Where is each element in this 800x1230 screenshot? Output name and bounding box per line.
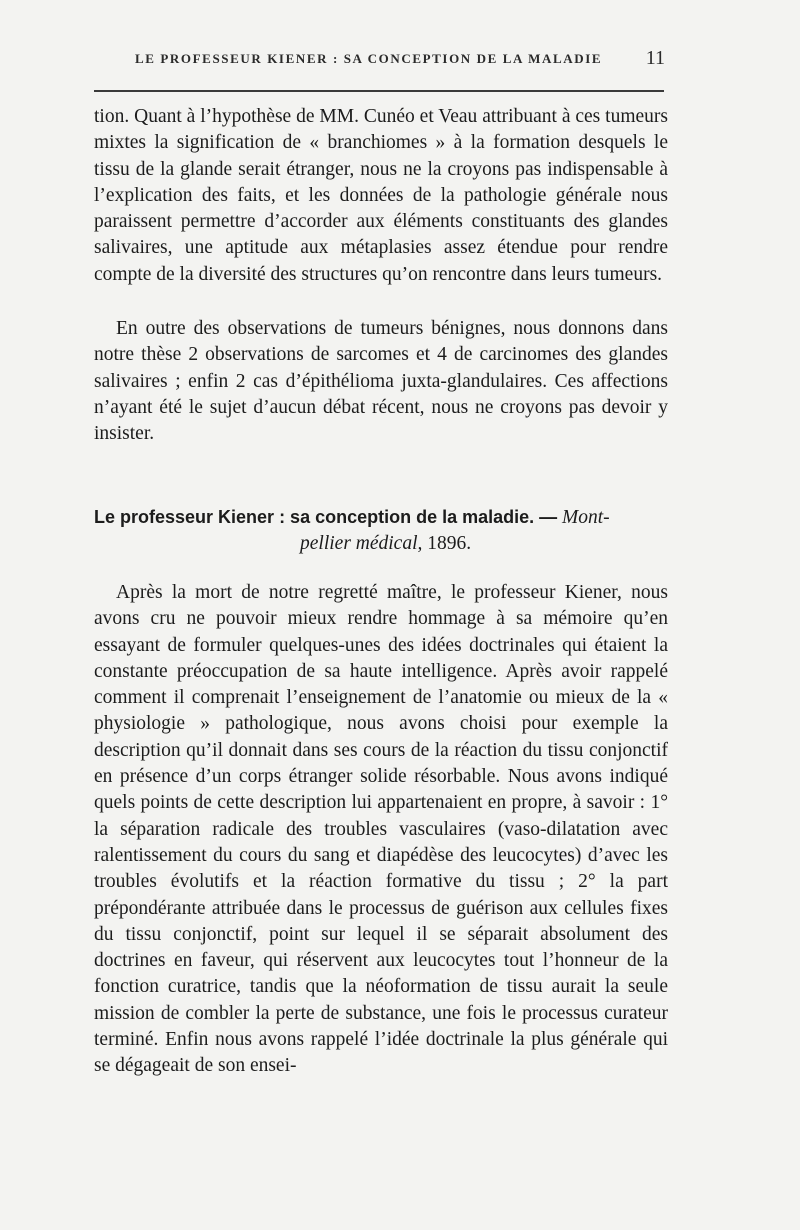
section-source-line2: [94, 531, 668, 557]
header-rule: [94, 90, 664, 92]
paragraph-continued: tion. Quant à l’hypothèse de MM. Cunéo et Veau attribuant à ces tumeurs mixtes la signification de « branchiomes » à la formation desquels le tissu de la glande serait étranger, nous ne la croyons pas indispensable à l’explication des faits, et les données de la pathologie générale nous paraissent permettre d’accorder aux éléments constituants des glandes salivaires, une aptitude aux métaplasies assez étendue pour rendre compte de la diversité des structures qu’on rencontre dans leurs tumeurs.: [94, 106, 668, 285]
page-number: 11: [645, 47, 665, 69]
running-header: [135, 47, 665, 69]
paragraph-observations: [94, 316, 668, 447]
running-title: LE PROFESSEUR KIENER : SA CONCEPTION DE LA MALADIE: [135, 51, 603, 66]
section-source-part2: pellier médical,: [300, 533, 423, 555]
section-title: Le professeur Kiener : sa conception de la maladie. —: [94, 507, 558, 527]
paragraph-kiener: [94, 580, 668, 1080]
paragraph-observations-text: En outre des observations de tumeurs bénignes, nous donnons dans notre thèse 2 observations de sarcomes et 4 de carcinomes des glandes salivaires ; enfin 2 cas d’épithélioma juxta-glandulaires. Ces affections n’ayant été le sujet d’aucun débat récent, nous ne croyons pas devoir y insister.: [94, 318, 668, 445]
section-source-part1: Mont-: [562, 507, 610, 528]
section-year: 1896.: [427, 533, 472, 555]
paragraph-kiener-text: Après la mort de notre regretté maître, le professeur Kiener, nous avons cru ne pouvoir mieux rendre hommage à sa mémoire qu’en essayant de formuler quelques-unes des idées doctrinales qui étaient la constante préoccupation de sa haute intelligence. Après avoir rappelé comment il comprenait l’enseignement de l’anatomie ou mieux de la « physiologie » pathologique, nous avons choisi pour exemple la description qu’il donnait dans ses cours de la réaction du tissu conjonctif en présence d’un corps étranger solide résorbable. Nous avons indiqué quels points de cette description lui appartenaient en propre, à savoir : 1° la séparation radicale des troubles vasculaires (vaso-dilatation avec ralentissement du cours du sang et diapédèse des leucocytes) d’avec les troubles évolutifs et la réaction formative du tissu ; 2° la part prépondérante attribuée dans le processus de guérison aux cellules fixes du tissu conjonctif, point sur lequel il se séparait absolument des doctrines en faveur, qui réservent aux leucocytes tout l’honneur de la fonction curatrice, tandis que la néoformation de tissu aurait la seule mission de combler la perte de substance, une fois le processus curateur terminé. Enfin nous avons rappelé l’idée doctrinale la plus générale qui se dégageait de son ensei-: [94, 582, 668, 1077]
section-heading: [94, 504, 668, 558]
